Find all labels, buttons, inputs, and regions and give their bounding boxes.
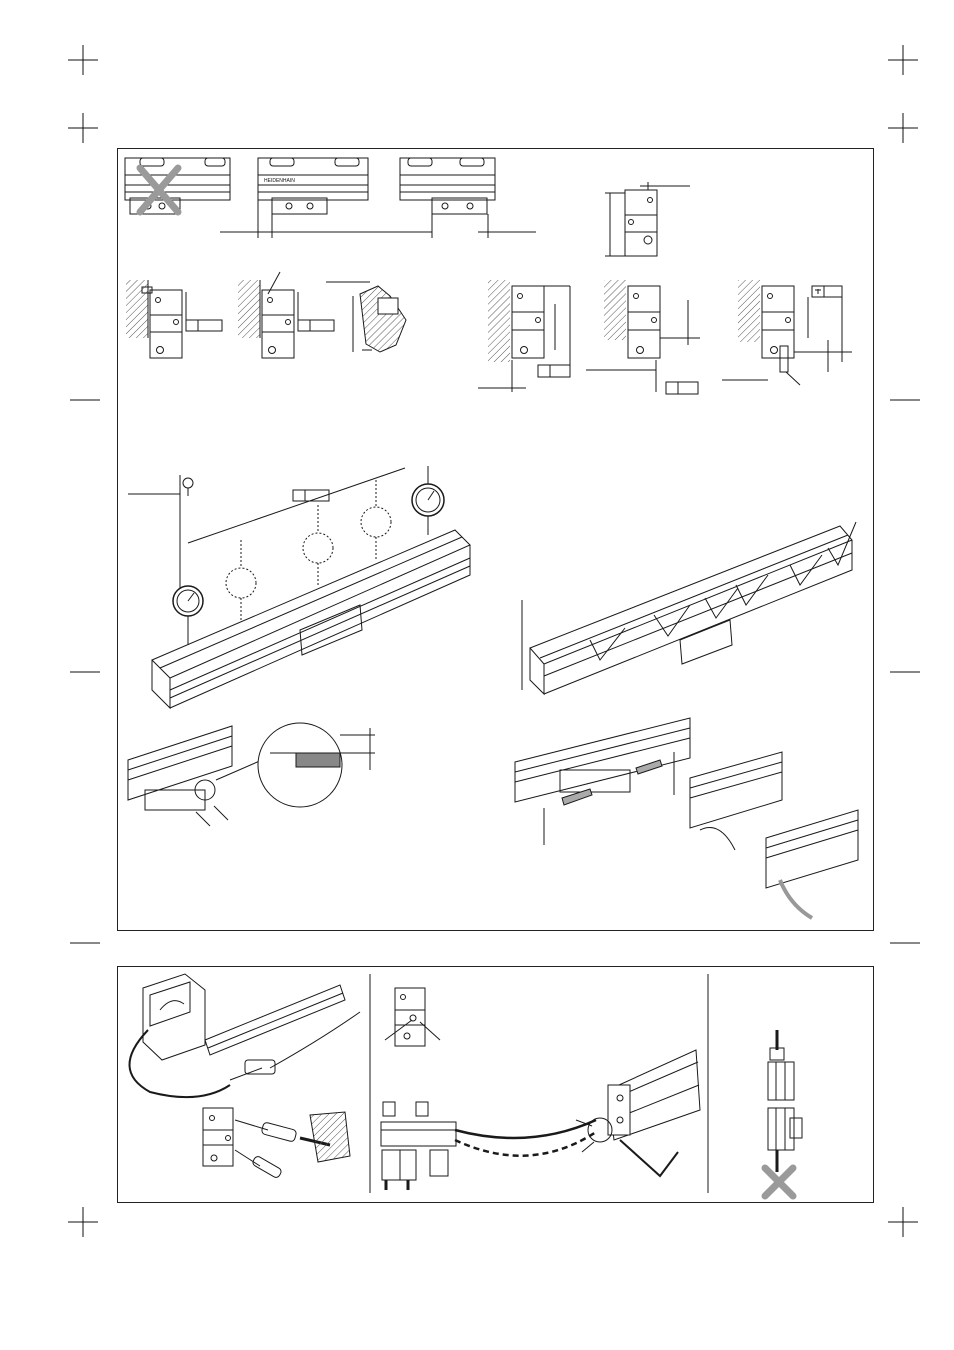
connector-assembly xyxy=(381,1102,456,1190)
cable-solid xyxy=(455,1120,596,1138)
ground-connector-detail xyxy=(203,1108,350,1179)
brand-label: HEIDENHAIN xyxy=(264,178,295,184)
ground-meter-figure xyxy=(129,974,360,1097)
orientation-correct xyxy=(768,1030,794,1100)
cable-bracket-detail xyxy=(385,988,440,1046)
scale-end-cable-connection xyxy=(576,1050,700,1176)
orientation-wrong xyxy=(768,1108,802,1172)
wrong-x-icon-lower xyxy=(765,1168,793,1196)
